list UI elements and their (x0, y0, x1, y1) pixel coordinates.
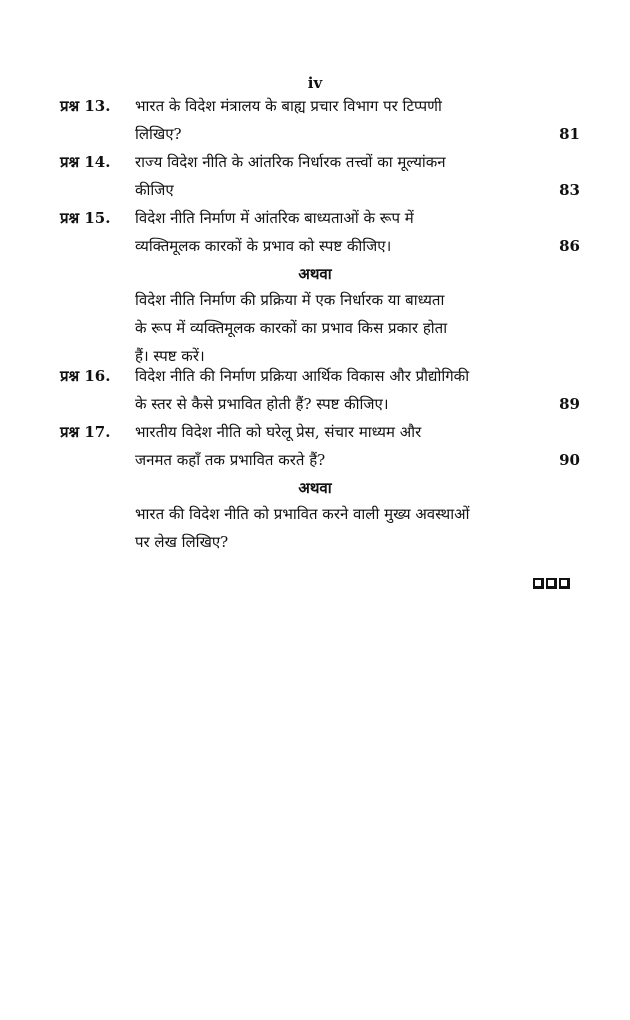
alt-text-line: भारत की विदेश नीति को प्रभावित करने वाली मुख्य अवस्थाओं (135, 505, 470, 523)
or-separator: अथवा (298, 265, 332, 283)
question-text-line: व्यक्तिमूलक कारकों के प्रभाव को स्पष्ट कीजिए। (135, 237, 392, 255)
question-text-line: के स्तर से कैसे प्रभावित होती हैं? स्पष्ट कीजिए। (135, 395, 389, 413)
question-text-line: विदेश नीति की निर्माण प्रक्रिया आर्थिक विकास और प्रौद्योगिकी (135, 367, 470, 385)
or-separator: अथवा (298, 479, 332, 497)
question-16 (60, 362, 580, 418)
question-label: प्रश्न 17. (60, 423, 111, 441)
question-13 (60, 92, 580, 148)
question-text-line: भारतीय विदेश नीति को घरेलू प्रेस, संचार माध्यम और (135, 423, 422, 441)
alt-text-line: पर लेख लिखिए? (135, 533, 229, 551)
page-reference: 89 (559, 395, 580, 413)
page-reference: 81 (559, 125, 580, 143)
page-reference: 83 (559, 181, 580, 199)
question-text-line: लिखिए? (135, 125, 182, 143)
question-text-line: भारत के विदेश मंत्रालय के बाह्य प्रचार विभाग पर टिप्पणी (135, 97, 442, 115)
end-of-section-mark (533, 578, 570, 589)
alternative-question (135, 286, 535, 370)
alt-text-line: के रूप में व्यक्तिमूलक कारकों का प्रभाव किस प्रकार होता (135, 319, 448, 337)
page-number: iv (307, 74, 323, 92)
question-label: प्रश्न 13. (60, 97, 111, 115)
question-text-line: जनमत कहाँ तक प्रभावित करते हैं? (135, 451, 326, 469)
question-label: प्रश्न 14. (60, 153, 111, 171)
question-15 (60, 204, 580, 260)
page-reference: 86 (559, 237, 580, 255)
question-label: प्रश्न 15. (60, 209, 111, 227)
question-text-line: विदेश नीति निर्माण में आंतरिक बाध्यताओं के रूप में (135, 209, 414, 227)
alternative-question (135, 500, 535, 556)
page-reference: 90 (559, 451, 580, 469)
question-text-line: कीजिए (135, 181, 174, 199)
question-17 (60, 418, 580, 474)
alt-text-line: विदेश नीति निर्माण की प्रक्रिया में एक निर्धारक या बाध्यता (135, 291, 445, 309)
alt-text-line: हैं। स्पष्ट करें। (135, 347, 205, 365)
box-icon (546, 578, 557, 589)
box-icon (533, 578, 544, 589)
question-14 (60, 148, 580, 204)
box-icon (559, 578, 570, 589)
question-label: प्रश्न 16. (60, 367, 111, 385)
question-text-line: राज्य विदेश नीति के आंतरिक निर्धारक तत्त्वों का मूल्यांकन (135, 153, 446, 171)
